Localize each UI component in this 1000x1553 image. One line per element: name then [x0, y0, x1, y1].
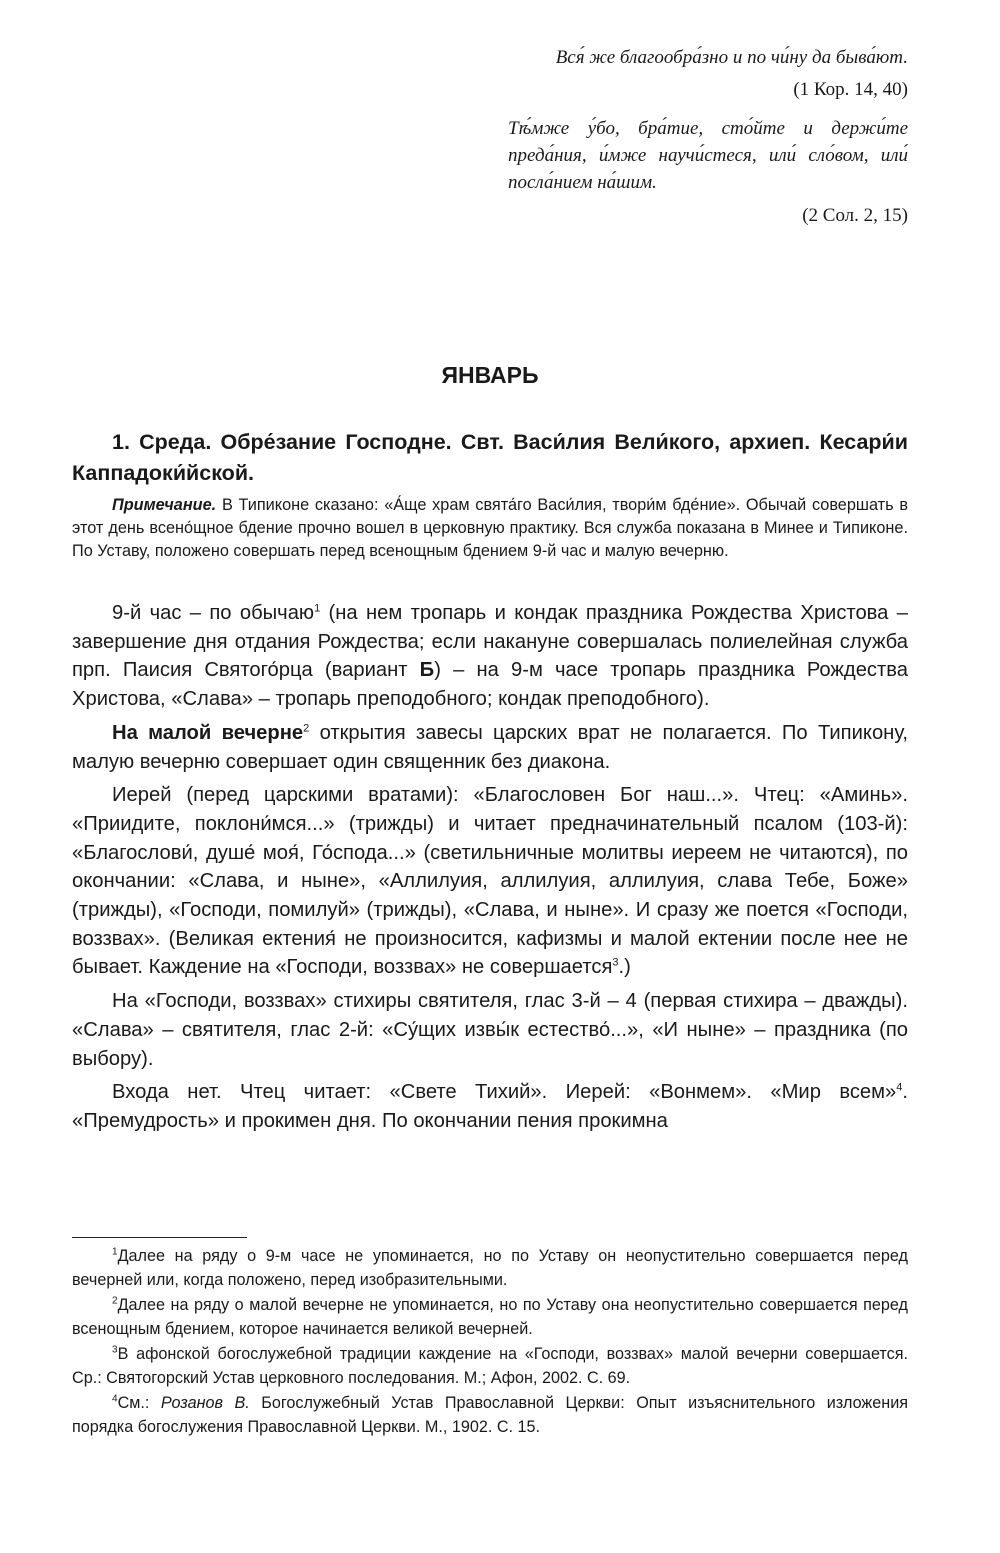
text-run: открытия завесы царских врат не полагается. По Типикону, малую вечерню совершает один священник без диакона. — [72, 721, 908, 773]
epigraph-2: Тѣ́мже у́бо, бра́тие, сто́йте и держи́те преда́ния, и́мже научи́стеся, или́ сло́вом, или́ посла́нием на́шим. — [508, 118, 908, 193]
footnote-1 — [72, 1245, 908, 1292]
footnote-ref-4: 4 — [896, 1081, 903, 1094]
footnote-text: Далее на ряду о 9-м часе не упоминается, но по Уставу он неопустительно совершается перед вечерней или, когда положено, перед изобразительными. — [72, 1247, 908, 1289]
footnote-text: Далее на ряду о малой вечерне не упоминается, но по Уставу она неопустительно совершается перед всенощным бдением, которое начинается великой вечерней. — [72, 1296, 908, 1338]
text-run: ) – на 9-м часе тропарь праздника Рождества Христова, «Слава» – тропарь преподобного; кондак преподобного). — [72, 659, 908, 711]
footnote-3 — [72, 1343, 908, 1390]
epigraph-1-reference: (1 Кор. 14, 40) — [793, 79, 908, 100]
footnote-divider — [72, 1237, 247, 1238]
book-page — [72, 0, 908, 1553]
paragraph-small-vespers — [72, 719, 908, 776]
epigraph-2-reference: (2 Сол. 2, 15) — [802, 205, 908, 226]
paragraph-ninth-hour — [72, 599, 908, 714]
main-text — [72, 599, 908, 1141]
footnote-number: 4 — [112, 1393, 118, 1405]
footnote-4 — [72, 1392, 908, 1439]
day-heading: 1. Среда. Обре́зание Господне. Свт. Васи́лия Вели́кого, архиеп. Кесари́и Каппадоки́йской. — [72, 430, 908, 485]
footnote-prefix: См.: — [117, 1394, 161, 1412]
footnote-ref-2: 2 — [303, 722, 310, 735]
footnote-number: 1 — [112, 1246, 118, 1258]
text-run: Входа нет. Чтец читает: «Свете Тихий». Иерей: «Вонмем». «Мир всем» — [112, 1081, 897, 1104]
paragraph-priest — [72, 781, 908, 982]
footnote-2 — [72, 1294, 908, 1341]
paragraph-entrance — [72, 1078, 908, 1135]
footnote-author: Розанов В. — [160, 1394, 250, 1412]
text-run: .) — [618, 956, 631, 979]
footnote-number: 2 — [112, 1295, 118, 1307]
note-text: В Типиконе сказано: «А́ще храм свята́го Васи́лия, твори́м бде́ние». Обычай совершать в этот день всено́щное бдение прочно вошел в церковную практику. Вся служба показана в Минее и Типиконе. По Уставу, положено совершать перед всенощным бдением 9-й час и малую вечерню. — [72, 496, 908, 560]
note-label: Примечание. — [112, 496, 217, 514]
epigraph-1: Вся́ же благообра́зно и по чи́ну да быва́ют. — [555, 47, 908, 68]
footnote-ref-3: 3 — [612, 956, 619, 969]
paragraph-stichera: На «Господи, воззвах» стихиры святителя, глас 3-й – 4 (первая стихира – дважды). «Слава» – святителя, глас 2-й: «Су́щих извы́к естество́...», «И ныне» – праздника (по выбору). — [72, 990, 908, 1070]
note-paragraph — [72, 494, 908, 563]
footnotes — [72, 1245, 908, 1441]
section-lead: На малой вечерне — [112, 721, 304, 744]
footnote-number: 3 — [112, 1344, 118, 1356]
text-run: . «Премудрость» и прокимен дня. По окончании пения прокимна — [72, 1081, 908, 1132]
variant-letter: Б — [419, 659, 435, 682]
footnote-text: В афонской богослужебной традиции каждение на «Господи, воззвах» малой вечерни совершается. Ср.: Святогорский Устав церковного последования. М.; Афон, 2002. С. 69. — [72, 1345, 908, 1387]
text-run: 9-й час – по обычаю — [112, 602, 315, 624]
text-run: (на нем тропарь и кондак праздника Рождества Христова – завершение дня отдания Рождества; если накануне совершалась полиелейная служба прп. Паисия Святого́рца (вариант — [72, 602, 908, 682]
month-title: ЯНВАРЬ — [441, 362, 539, 388]
footnote-text: Богослужебный Устав Православной Церкви: Опыт изъяснительного изложения порядка богослужения Православной Церкви. М., 1902. С. 15. — [72, 1394, 908, 1436]
text-run: Иерей (перед царскими вратами): «Благословен Бог наш...». Чтец: «Аминь». «Приидите, поклони́мся...» (трижды) и читает предначинательный псалом (103-й): «Благослови́, душе́ моя́, Го́спода...» (светильничные молитвы иереем не читаются), по окончании: «Слава, и ныне», «Аллилуия, аллилуия, аллилуия, слава Тебе, Боже» (трижды), «Господи, помилуй» (трижды), «Слава, и ныне». И сразу же поется «Господи, воззвах». (Великая ектения́ не произносится, кафизмы и малой ектении после нее не бывает. Каждение на «Господи, воззвах» не совершается — [72, 784, 908, 979]
footnote-ref-1: 1 — [314, 602, 321, 615]
